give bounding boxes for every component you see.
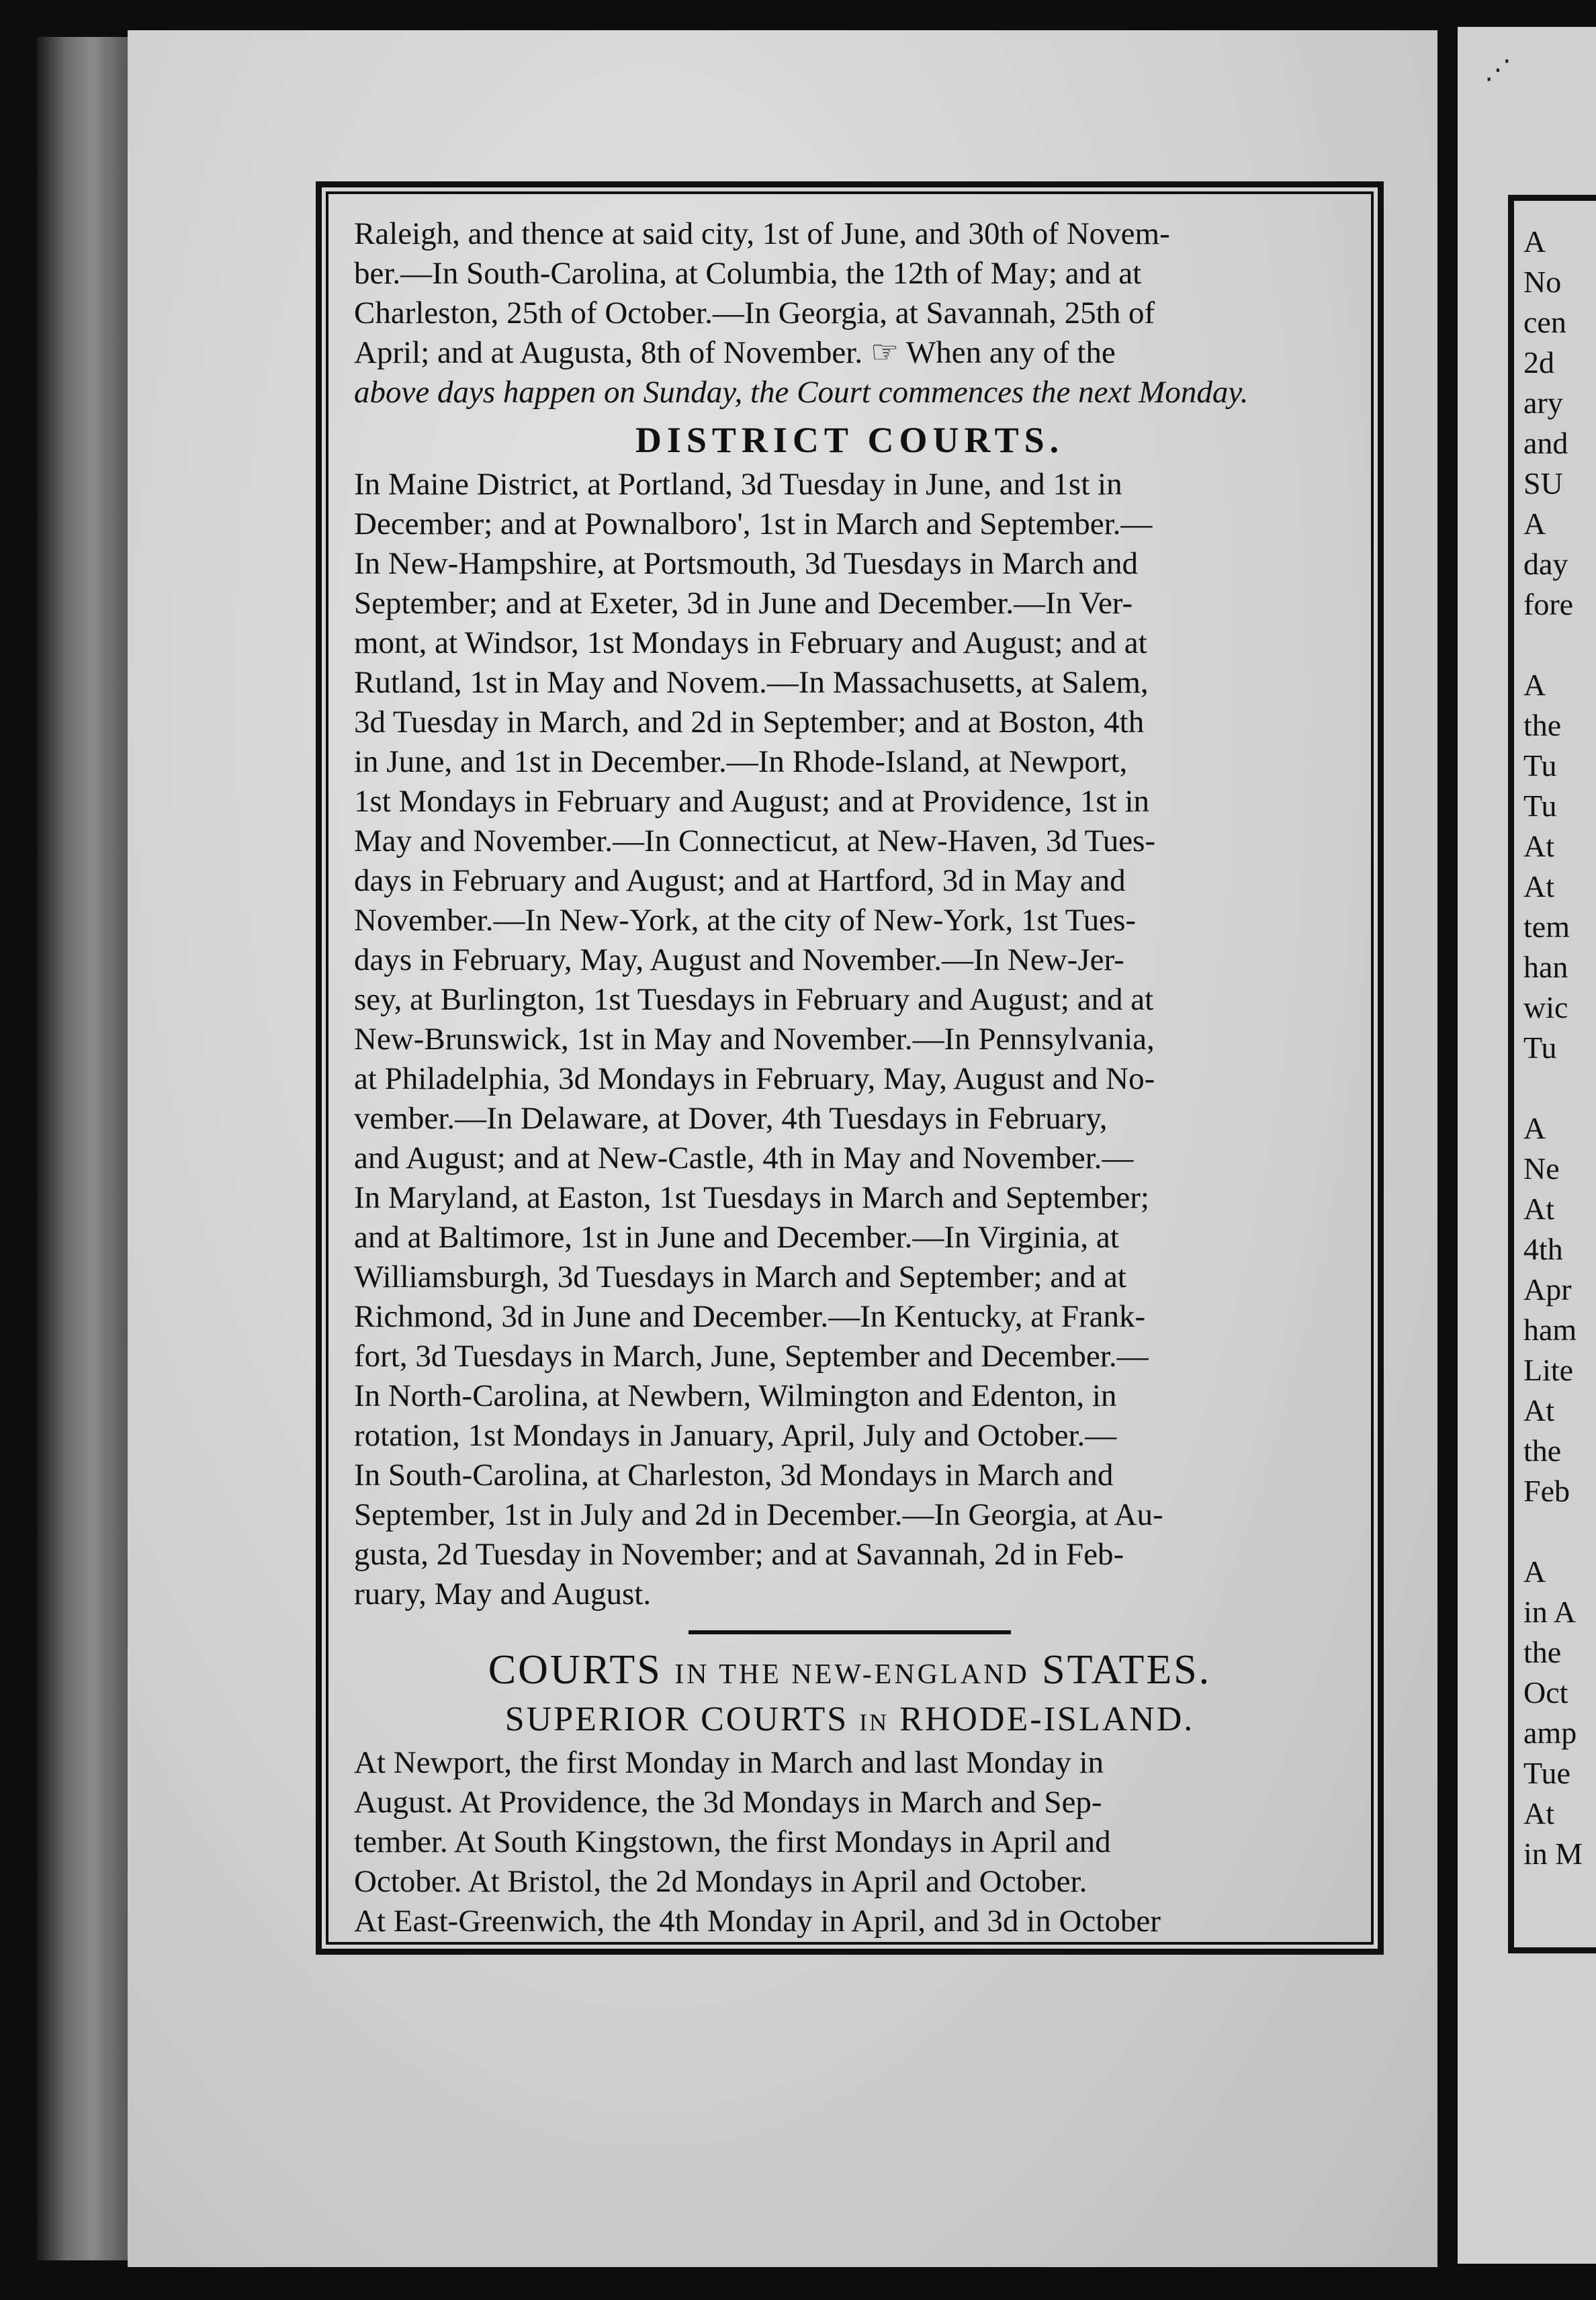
right-page-fragment: han: [1523, 950, 1568, 984]
heading-part: SUPERIOR COURTS: [504, 1700, 849, 1738]
right-page-fragment: cen: [1523, 305, 1566, 339]
section-divider: [689, 1630, 1011, 1634]
right-page-fragment: At: [1523, 1796, 1554, 1830]
text-line: ber.—In South-Carolina, at Columbia, the 12th of May; and at: [354, 256, 1142, 291]
right-page-fragment: A: [1523, 1111, 1546, 1145]
right-page-fragment: Feb: [1523, 1474, 1570, 1508]
right-page-fragment: Lite: [1523, 1353, 1574, 1387]
text-line: Richmond, 3d in June and December.—In Kentucky, at Frank-: [354, 1299, 1146, 1334]
right-page-fragment: wic: [1523, 990, 1568, 1024]
text-line: Williamsburgh, 3d Tuesdays in March and September; and at: [354, 1259, 1126, 1294]
right-page-fragment: A: [1523, 506, 1546, 541]
right-page-fragment: Oct: [1523, 1675, 1568, 1710]
text-line: In North-Carolina, at Newbern, Wilmington and Edenton, in: [354, 1378, 1117, 1413]
text-line: rotation, 1st Mondays in January, April, July and October.—: [354, 1418, 1117, 1453]
text-line: and at Baltimore, 1st in June and December.—In Virginia, at: [354, 1220, 1119, 1255]
text-line: 3d Tuesday in March, and 2d in September; and at Boston, 4th: [354, 705, 1145, 740]
right-page-fragment: 4th: [1523, 1232, 1563, 1266]
heading-part-small: IN: [859, 1709, 889, 1736]
right-page-fragment: [1523, 1511, 1596, 1552]
text-line: April; and at Augusta, 8th of November. ☞ When any of the: [354, 335, 1116, 370]
superior-courts-heading: [354, 1699, 1345, 1739]
right-page-fragment: the: [1523, 1635, 1562, 1669]
text-line: In South-Carolina, at Charleston, 3d Mondays in March and: [354, 1458, 1114, 1493]
right-page-fragment: A: [1523, 668, 1546, 702]
text-line: October. At Bristol, the 2d Mondays in April and October.: [354, 1864, 1088, 1899]
text-line: in June, and 1st in December.—In Rhode-Island, at Newport,: [354, 744, 1128, 779]
page-corner-mark: ⋰: [1484, 54, 1511, 85]
main-text: [354, 214, 1345, 1941]
text-frame: [316, 181, 1384, 1955]
right-page-fragment: 2d: [1523, 345, 1554, 380]
right-page-fragment: [1523, 1068, 1596, 1108]
book-spine: [37, 37, 138, 2260]
text-line: At Newport, the first Monday in March and last Monday in: [354, 1745, 1104, 1780]
text-line: above days happen on Sunday, the Court commences the next Monday.: [354, 375, 1249, 410]
right-page-fragment: A: [1523, 224, 1546, 259]
heading-part-small: IN THE NEW-ENGLAND: [674, 1659, 1030, 1690]
rhode-island-paragraph: [354, 1743, 1345, 1941]
text-line: At East-Greenwich, the 4th Monday in April, and 3d in October: [354, 1904, 1161, 1939]
right-page-fragment: At: [1523, 1393, 1554, 1427]
text-line: September, 1st in July and 2d in December.—In Georgia, at Au-: [354, 1497, 1163, 1532]
text-line: New-Brunswick, 1st in May and November.—In Pennsylvania,: [354, 1022, 1155, 1057]
right-page-fragment: [1523, 625, 1596, 665]
district-courts-heading: DISTRICT COURTS.: [635, 420, 1065, 460]
right-page-fragment: and: [1523, 426, 1568, 460]
text-line: and August; and at New-Castle, 4th in May and November.—: [354, 1141, 1134, 1176]
right-page-fragment: No: [1523, 265, 1562, 299]
text-line: In Maine District, at Portland, 3d Tuesday in June, and 1st in: [354, 467, 1122, 502]
right-page-text: [1523, 222, 1596, 1874]
text-line: ruary, May and August.: [354, 1577, 652, 1611]
text-line: fort, 3d Tuesdays in March, June, September and December.—: [354, 1339, 1149, 1374]
right-page-fragment: Tu: [1523, 748, 1557, 783]
right-page-fragment: amp: [1523, 1716, 1577, 1750]
heading-part: COURTS: [488, 1647, 662, 1693]
new-england-courts-heading: [354, 1646, 1345, 1694]
right-page-fragment: Tu: [1523, 789, 1557, 823]
right-page-fragment: Apr: [1523, 1272, 1572, 1307]
text-line: In New-Hampshire, at Portsmouth, 3d Tuesdays in March and: [354, 546, 1139, 581]
right-page-fragment: tem: [1523, 910, 1570, 944]
right-page-fragment: A: [1523, 1554, 1546, 1589]
text-line: In Maryland, at Easton, 1st Tuesdays in March and September;: [354, 1180, 1149, 1215]
intro-paragraph: [354, 214, 1345, 412]
text-line: vember.—In Delaware, at Dover, 4th Tuesdays in February,: [354, 1101, 1108, 1136]
text-line: December; and at Pownalboro', 1st in March and September.—: [354, 506, 1153, 541]
text-line: 1st Mondays in February and August; and at Providence, 1st in: [354, 784, 1149, 819]
text-line: May and November.—In Connecticut, at New-Haven, 3d Tues-: [354, 824, 1156, 858]
text-line: Charleston, 25th of October.—In Georgia, at Savannah, 25th of: [354, 296, 1155, 330]
right-page-fragment: ham: [1523, 1313, 1577, 1347]
text-line: sey, at Burlington, 1st Tuesdays in February and August; and at: [354, 982, 1154, 1017]
text-line: days in February, May, August and November.—In New-Jer-: [354, 942, 1124, 977]
right-page-fragment: SU: [1523, 466, 1563, 500]
right-page-fragment: ary: [1523, 386, 1563, 420]
text-line: days in February and August; and at Hartford, 3d in May and: [354, 863, 1126, 898]
text-line: September; and at Exeter, 3d in June and December.—In Ver-: [354, 586, 1133, 621]
right-page-fragment: the: [1523, 1433, 1562, 1468]
text-line: at Philadelphia, 3d Mondays in February, May, August and No-: [354, 1061, 1155, 1096]
right-page-fragment: Tu: [1523, 1030, 1557, 1065]
right-page-fragment: day: [1523, 547, 1568, 581]
text-line: tember. At South Kingstown, the first Mondays in April and: [354, 1824, 1111, 1859]
heading-part: STATES.: [1042, 1647, 1212, 1693]
right-page-fragment: At: [1523, 1192, 1554, 1226]
right-page-fragment: At: [1523, 829, 1554, 863]
right-page-fragment: the: [1523, 708, 1562, 742]
text-line: gusta, 2d Tuesday in November; and at Savannah, 2d in Feb-: [354, 1537, 1124, 1572]
text-line: Rutland, 1st in May and Novem.—In Massachusetts, at Salem,: [354, 665, 1149, 700]
district-courts-paragraph: [354, 465, 1345, 1614]
right-page-fragment: fore: [1523, 587, 1574, 621]
text-line: November.—In New-York, at the city of New-York, 1st Tues-: [354, 903, 1137, 938]
right-page-fragment: Ne: [1523, 1151, 1560, 1186]
text-line: mont, at Windsor, 1st Mondays in February and August; and at: [354, 625, 1147, 660]
right-page-fragment: in M: [1523, 1837, 1583, 1871]
right-page-fragment: At: [1523, 869, 1554, 903]
text-line: Raleigh, and thence at said city, 1st of June, and 30th of Novem-: [354, 216, 1170, 251]
right-page-fragment: in A: [1523, 1595, 1576, 1629]
heading-part: RHODE-ISLAND.: [899, 1700, 1195, 1738]
text-line: August. At Providence, the 3d Mondays in March and Sep-: [354, 1785, 1102, 1820]
right-page-fragment: Tue: [1523, 1756, 1570, 1790]
